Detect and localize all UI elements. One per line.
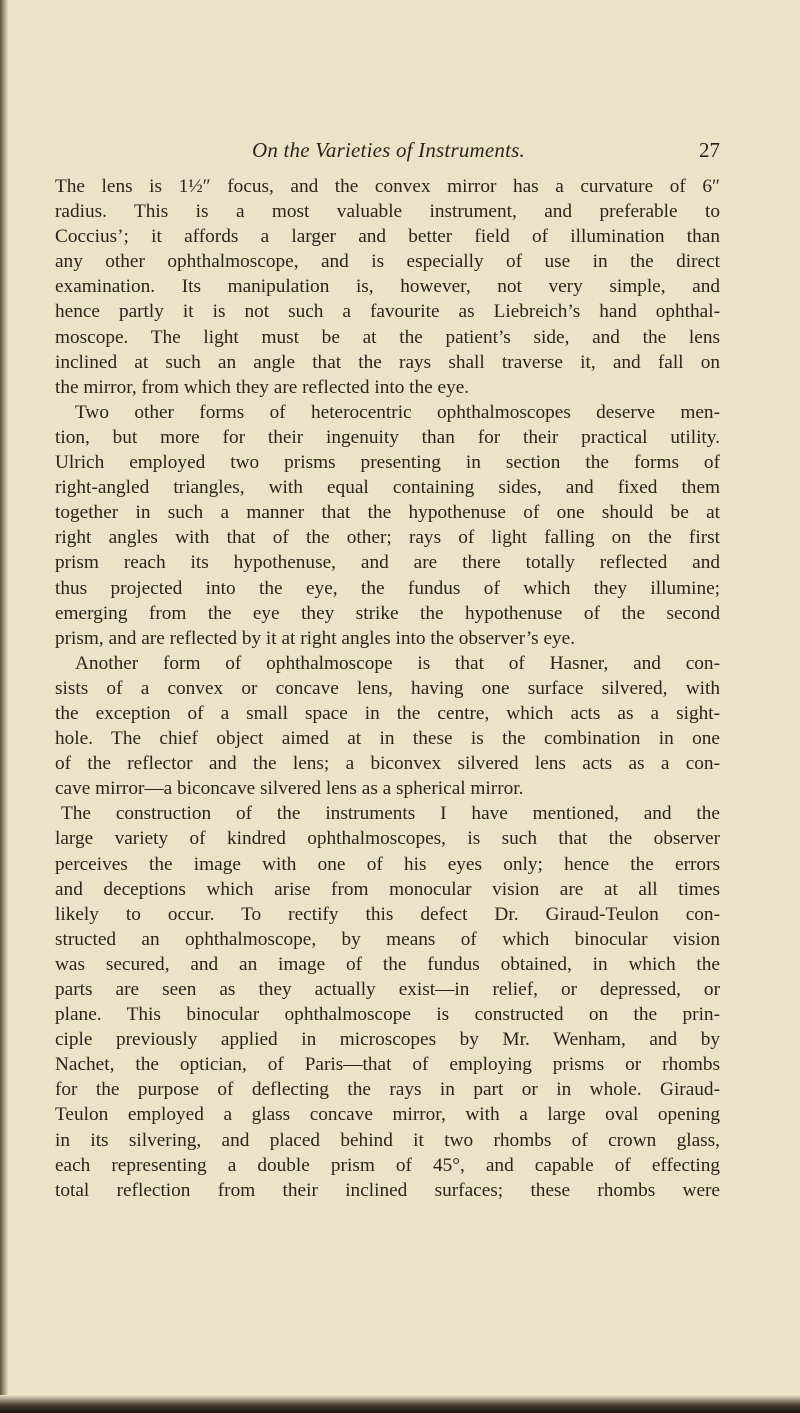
text-line: likely to occur. To rectify this defect Dr. Giraud-Teulon con- xyxy=(55,903,720,925)
page-bottom-edge xyxy=(0,1395,800,1413)
text-line: perceives the image with one of his eyes only; hence the errors xyxy=(55,853,720,875)
text-line: tion, but more for their ingenuity than for their practical utility. xyxy=(55,426,720,448)
text-line: right-angled triangles, with equal containing sides, and fixed them xyxy=(55,477,720,499)
text-line: hence partly it is not such a favourite as Liebreich’s hand ophthal- xyxy=(55,301,720,323)
text-line: the mirror, from which they are reflected into the eye. xyxy=(55,376,470,398)
text-line: Two other forms of heterocentric ophthalmoscopes deserve men- xyxy=(75,401,720,423)
text-line: total reflection from their inclined surfaces; these rhombs were xyxy=(55,1179,720,1201)
page-header xyxy=(0,138,800,166)
text-line: of the reflector and the lens; a biconvex silvered lens acts as a con- xyxy=(55,753,720,775)
text-line: each representing a double prism of 45°, and capable of effecting xyxy=(55,1154,720,1176)
text-line: right angles with that of the other; rays of light falling on the first xyxy=(55,527,720,549)
text-line: thus projected into the eye, the fundus of which they illumine; xyxy=(55,577,720,599)
text-line: for the purpose of deflecting the rays in part or in whole. Giraud- xyxy=(55,1079,720,1101)
text-line: emerging from the eye they strike the hypothenuse of the second xyxy=(55,602,720,624)
text-line: plane. This binocular ophthalmoscope is constructed on the prin- xyxy=(55,1004,720,1026)
text-line: in its silvering, and placed behind it two rhombs of crown glass, xyxy=(55,1129,720,1151)
text-line: was secured, and an image of the fundus obtained, in which the xyxy=(55,953,720,975)
text-line: sists of a convex or concave lens, having one surface silvered, with xyxy=(55,677,720,699)
text-line: Ulrich employed two prisms presenting in section the forms of xyxy=(55,452,720,474)
text-line: and deceptions which arise from monocular vision are at all times xyxy=(55,878,720,900)
text-line: examination. Its manipulation is, however, not very simple, and xyxy=(55,276,720,298)
text-line: cave mirror—a biconcave silvered lens as a spherical mirror. xyxy=(55,778,524,800)
page-binding-edge xyxy=(0,0,8,1413)
text-line: together in such a manner that the hypothenuse of one should be at xyxy=(55,502,720,524)
text-line: radius. This is a most valuable instrument, and preferable to xyxy=(55,201,720,223)
text-line: The construction of the instruments I have mentioned, and the xyxy=(61,803,720,825)
text-line: Nachet, the optician, of Paris—that of employing prisms or rhombs xyxy=(55,1054,720,1076)
text-line: the exception of a small space in the centre, which acts as a sight- xyxy=(55,702,720,724)
text-line: Teulon employed a glass concave mirror, with a large oval opening xyxy=(55,1104,720,1126)
text-line: any other ophthalmoscope, and is especially of use in the direct xyxy=(55,251,720,273)
text-line: Another form of ophthalmoscope is that of Hasner, and con- xyxy=(75,652,720,674)
text-line: inclined at such an angle that the rays shall traverse it, and fall on xyxy=(55,351,720,373)
text-line: ciple previously applied in microscopes by Mr. Wenham, and by xyxy=(55,1029,720,1051)
text-line: prism, and are reflected by it at right angles into the observer’s eye. xyxy=(55,627,576,649)
text-line: The lens is 1½″ focus, and the convex mirror has a curvature of 6″ xyxy=(55,176,720,197)
text-line: prism reach its hypothenuse, and are there totally reflected and xyxy=(55,552,720,574)
text-line: parts are seen as they actually exist—in relief, or depressed, or xyxy=(55,979,720,1000)
text-line: structed an ophthalmoscope, by means of which binocular vision xyxy=(55,928,720,950)
text-line: hole. The chief object aimed at in these is the combination in one xyxy=(55,728,720,750)
body-text xyxy=(55,174,720,1203)
page-number: 27 xyxy=(699,138,720,162)
text-line: Coccius’; it affords a larger and better field of illumination than xyxy=(55,226,720,248)
text-line: moscope. The light must be at the patient’s side, and the lens xyxy=(55,326,720,348)
running-title: On the Varieties of Instruments. xyxy=(252,138,525,162)
text-line: large variety of kindred ophthalmoscopes, is such that the observer xyxy=(55,828,720,850)
